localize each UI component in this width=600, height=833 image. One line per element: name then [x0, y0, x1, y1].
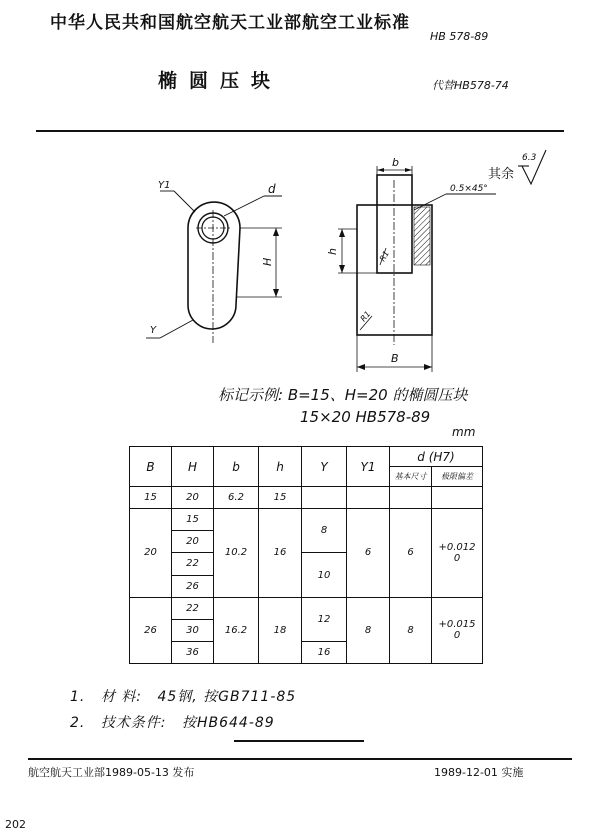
col-header-h: h [259, 447, 302, 487]
cell-b: 6.2 [214, 487, 259, 509]
cell-tol [432, 509, 483, 597]
cell-h: 16 [259, 509, 302, 597]
cell-H: 26 [172, 575, 214, 597]
col-header-b: b [214, 447, 259, 487]
label-h: h [326, 248, 339, 255]
cell-r: 10 [302, 553, 347, 597]
notes-end-rule [234, 740, 364, 742]
replaces-standard: 代替HB578-74 [432, 79, 509, 92]
roughness-label: 其余 [488, 167, 515, 182]
col-header-d: d (H7) [390, 447, 483, 467]
cell-b: 10.2 [214, 509, 259, 597]
note-text: 按HB644-89 [181, 715, 275, 731]
cell-tol [432, 487, 483, 509]
cell-r1: 6 [347, 509, 390, 597]
note-label: 技术条件: [100, 715, 167, 731]
label-H: H [261, 257, 274, 266]
cell-h: 15 [259, 487, 302, 509]
cell-b: 16.2 [214, 597, 259, 663]
block-outline-top-view [188, 202, 240, 329]
note-label: 材 料: [100, 689, 142, 705]
dimension-table [129, 446, 483, 664]
label-r1: Y1 [158, 180, 171, 191]
marking-code: 15×20 HB578-89 [300, 408, 431, 426]
label-chamfer: 0.5×45° [450, 184, 488, 194]
cell-h: 18 [259, 597, 302, 663]
cell-H: 36 [172, 641, 214, 663]
cell-B: 15 [130, 487, 172, 509]
cell-r: 8 [302, 509, 347, 553]
label-b: b [392, 156, 399, 169]
col-header-d-tolerance: 极限偏差 [432, 467, 483, 487]
label-R1-upper: R1 [377, 249, 392, 263]
col-header-B: B [130, 447, 172, 487]
table-unit: mm [452, 425, 476, 439]
cell-H: 20 [172, 531, 214, 553]
label-r: Y [150, 325, 157, 336]
standard-number: HB 578-89 [430, 30, 489, 43]
table-row [130, 487, 483, 509]
note-text: 45钢, 按GB711-85 [157, 689, 297, 705]
cell-r: 16 [302, 641, 347, 663]
label-d: d [268, 182, 276, 196]
cell-d: 6 [390, 509, 432, 597]
note-number: 2. [70, 715, 86, 731]
tol-lower: 0 [453, 552, 461, 564]
col-header-r1: Y1 [347, 447, 390, 487]
cell-B: 26 [130, 597, 172, 663]
col-header-r: Y [302, 447, 347, 487]
table-row [130, 597, 483, 619]
tol-lower: 0 [453, 630, 461, 642]
document-title: 椭圆压块 [158, 70, 283, 92]
cell-d [390, 487, 432, 509]
page-number: 202 [5, 818, 26, 831]
label-B: B [391, 352, 399, 365]
note-material [70, 686, 296, 706]
marking-example: 标记示例: B=15、H=20 的椭圆压块 [218, 386, 468, 404]
cell-H: 15 [172, 509, 214, 531]
label-R1-lower: R1 [358, 309, 373, 324]
cell-r: 12 [302, 597, 347, 641]
tol-upper: +0.012 [438, 541, 476, 553]
technical-drawing [0, 0, 600, 380]
col-header-d-basic: 基本尺寸 [390, 467, 432, 487]
tol-upper: +0.015 [438, 619, 476, 631]
cell-r1 [347, 487, 390, 509]
table-row [130, 509, 483, 531]
footer-rule [28, 758, 572, 760]
cell-H: 20 [172, 487, 214, 509]
col-header-H: H [172, 447, 214, 487]
issue-info: 航空航天工业部1989-05-13 发布 [28, 766, 195, 779]
roughness-value: 6.3 [522, 153, 537, 163]
note-number: 1. [70, 689, 86, 705]
cell-B: 20 [130, 509, 172, 597]
cell-H: 22 [172, 597, 214, 619]
effective-info: 1989-12-01 实施 [434, 766, 524, 779]
cell-r [302, 487, 347, 509]
standard-organization: 中华人民共和国航空航天工业部航空工业标准 [50, 13, 410, 33]
cell-H: 22 [172, 553, 214, 575]
cell-tol [432, 597, 483, 663]
cell-H: 30 [172, 619, 214, 641]
cell-d: 8 [390, 597, 432, 663]
cell-r1: 8 [347, 597, 390, 663]
note-technical-conditions [70, 712, 275, 732]
